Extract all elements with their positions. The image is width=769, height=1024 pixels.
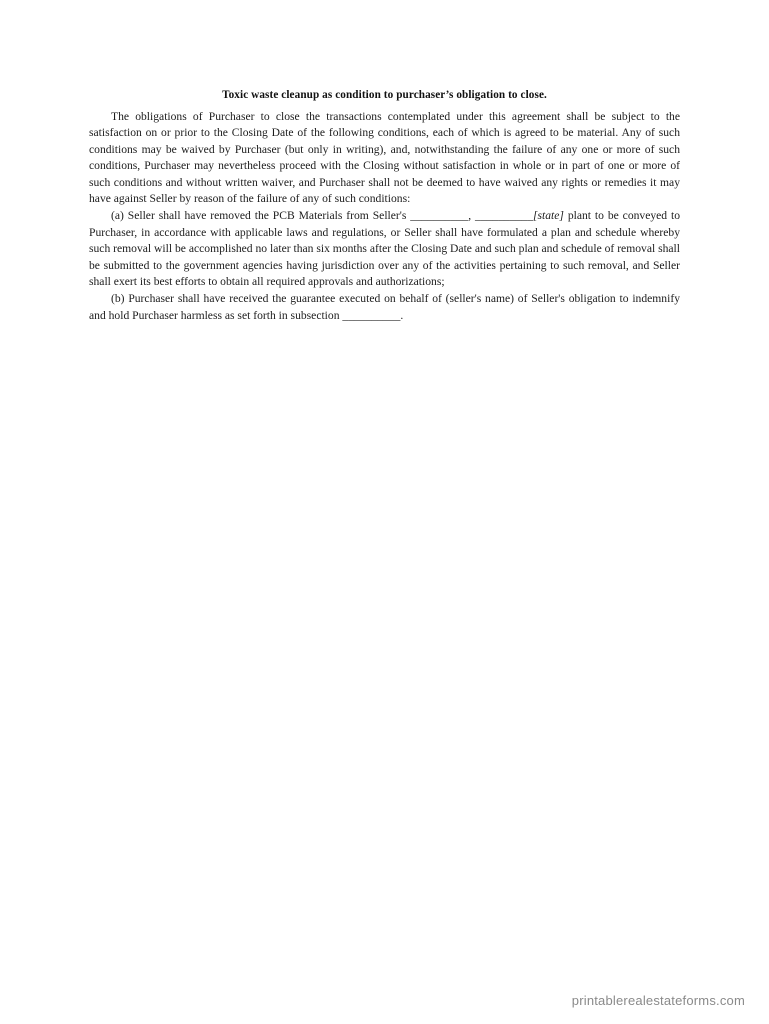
paragraph-item-b: (b) Purchaser shall have received the guarantee executed on behalf of (seller's name) of Seller's obligation to indemnify and hold Purchaser harmless as set forth in subsection __________. bbox=[89, 292, 680, 322]
page-title: Toxic waste cleanup as condition to purchaser’s obligation to close. bbox=[222, 89, 547, 101]
paragraph-item-a-lead: (a) Seller shall have removed the PCB Materials from Seller's __________, __________ bbox=[111, 209, 534, 223]
paragraph-item-a-state-placeholder: [state] bbox=[533, 209, 564, 223]
paragraph-item-a bbox=[89, 208, 680, 290]
paragraph-item-a-tail: plant to be conveyed to Purchaser, in accordance with applicable laws and regulations, or Seller shall have formulated a plan and schedule whereby such removal will be accomplished no later than six months after the Closing Date and such plan and schedule of removal shall be submitted to the government agencies having jurisdiction over any of the activities pertaining to such removal, and Seller shall exert its best efforts to obtain all required approvals and authorizations; bbox=[89, 209, 681, 289]
document-text-block bbox=[89, 88, 680, 324]
paragraph-intro: The obligations of Purchaser to close the transactions contemplated under this agreement shall be subject to the satisfaction on or prior to the Closing Date of the following conditions, each of which is agreed to be material. Any of such conditions may be waived by Purchaser (but only in writing), and, notwithstanding the failure of any one or more of such conditions, Purchaser may nevertheless proceed with the Closing without satisfaction in whole or in part of one or more of such conditions and without written waiver, and Purchaser shall not be deemed to have waived any rights or remedies it may have against Seller by reason of the failure of any of such conditions: bbox=[89, 110, 680, 206]
watermark-label: printablerealestateforms.com bbox=[571, 993, 745, 1008]
